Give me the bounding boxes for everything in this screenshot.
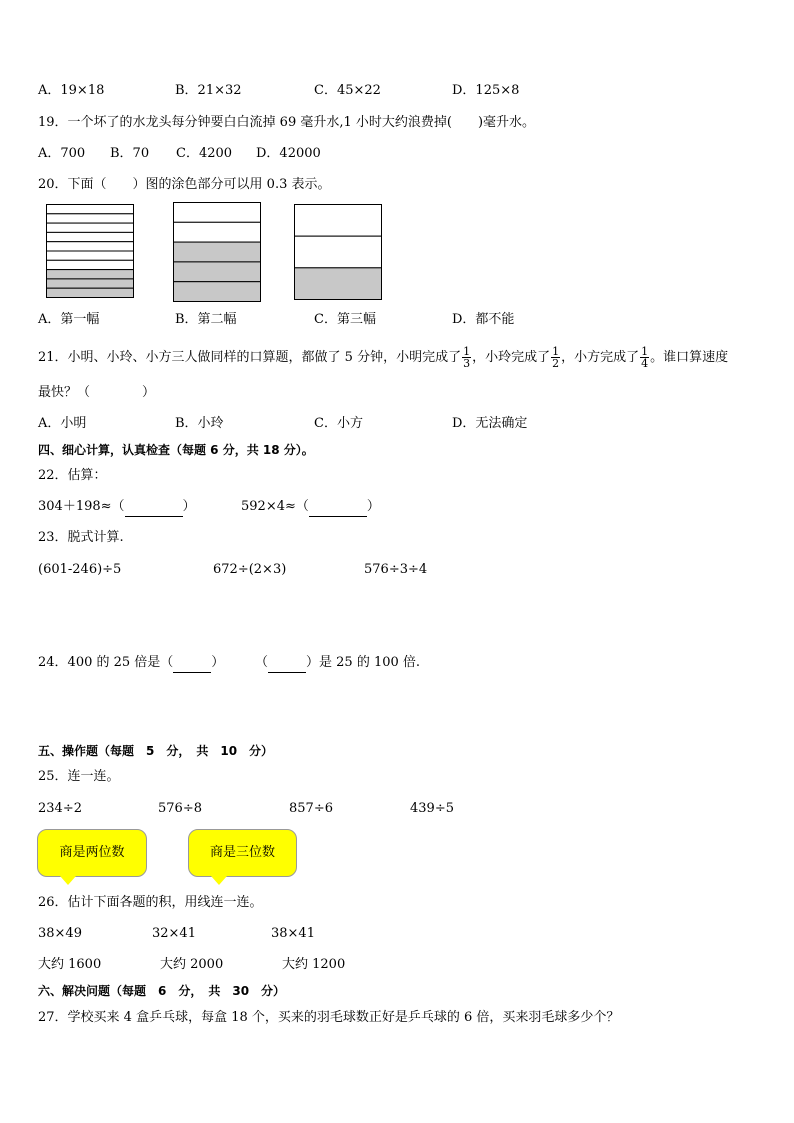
fig1-svg [46, 204, 134, 298]
q21-stem-c: ，小方完成了 [561, 350, 640, 365]
q22-item-2: 592×4≈（ ） [241, 498, 380, 517]
q21-option-d: D．无法确定 [452, 416, 528, 431]
q26-answer-3: 大约 1200 [282, 957, 346, 972]
q25-bubble-three-digit[interactable] [188, 829, 297, 877]
q26-item-3: 38×41 [271, 926, 315, 941]
q21-option-c: C．小方 [314, 416, 363, 431]
q25-bubble-two-digit[interactable] [37, 829, 147, 877]
q19-option-a: A．700 [38, 146, 86, 161]
strip [47, 251, 134, 260]
q21-stem [38, 346, 728, 370]
q21-fraction-2: $\frac{1}{2}$ [552, 345, 560, 370]
q19-option-c: C．4200 [176, 146, 233, 161]
q27-stem: 27．学校买来 4 盒乒乓球，每盒 18 个，买来的羽毛球数正好是乒乓球的 6 倍，买来羽毛球多少个？ [38, 1010, 620, 1025]
q18-option-d: D．125×8 [452, 83, 520, 98]
strip [47, 232, 134, 241]
strip [174, 282, 261, 302]
q26-stem: 26．估计下面各题的积，用线连一连。 [38, 895, 263, 910]
strip [47, 205, 134, 214]
strip [174, 222, 261, 242]
q25-bubble-label-1: 商是两位数 [59, 845, 125, 860]
q25-item-1: 234÷2 [38, 801, 82, 816]
q19-option-b: B．70 [110, 146, 150, 161]
strip [47, 279, 134, 288]
fig3-svg [294, 204, 382, 300]
section-5-title: 五、操作题（每题 5 分， 共 10 分） [38, 744, 274, 758]
section-6-title: 六、解决问题（每题 6 分， 共 30 分） [38, 984, 286, 998]
q25-stem: 25．连一连。 [38, 769, 120, 784]
q21-option-a: A．小明 [38, 416, 87, 431]
q21-fraction-1: $\frac{1}{3}$ [463, 345, 471, 370]
q26-answer-2: 大约 2000 [160, 957, 224, 972]
q19-option-d: D．42000 [256, 146, 321, 161]
q20-option-a: A．第一幅 [38, 312, 100, 327]
strip [174, 262, 261, 282]
q22-blank-1[interactable] [125, 498, 183, 517]
q25-bubble-label-2: 商是三位数 [209, 845, 275, 860]
q20-option-d: D．都不能 [452, 312, 515, 327]
q24-blank-1[interactable] [173, 654, 211, 673]
q23-item-2: 672÷(2×3) [213, 562, 287, 577]
strip [174, 203, 261, 223]
q24-blank-2[interactable] [268, 654, 306, 673]
q20-stem: 20．下面（ ）图的涂色部分可以用 0.3 表示。 [38, 177, 331, 192]
q23-stem: 23．脱式计算. [38, 530, 124, 545]
q26-item-2: 32×41 [152, 926, 196, 941]
strip [47, 270, 134, 279]
q24-part-a: 24．400 的 25 倍是（ ） [38, 654, 224, 673]
strip [47, 288, 134, 297]
q24-part-b: （ ）是 25 的 100 倍. [255, 654, 420, 673]
strip [47, 260, 134, 269]
q18-option-c: C．45×22 [314, 83, 381, 98]
q26-item-1: 38×49 [38, 926, 82, 941]
q21-stem-d: 。谁口算速度 [650, 350, 729, 365]
q25-item-2: 576÷8 [158, 801, 202, 816]
q25-item-4: 439÷5 [410, 801, 454, 816]
strip [47, 223, 134, 232]
q22-item-1: 304＋198≈（ ） [38, 498, 196, 517]
q20-figure-2 [173, 202, 261, 302]
strip [47, 242, 134, 251]
strip [295, 268, 382, 300]
q20-figure-3 [294, 204, 382, 300]
section-4-title: 四、细心计算，认真检查（每题 6 分，共 18 分）。 [38, 443, 314, 457]
q21-option-b: B．小玲 [175, 416, 224, 431]
q21-stem-a: 21．小明、小玲、小方三人做同样的口算题，都做了 5 分钟，小明完成了 [38, 350, 462, 365]
q20-option-b: B．第二幅 [175, 312, 237, 327]
q18-option-a: A．19×18 [38, 83, 105, 98]
q20-figure-1 [46, 204, 134, 298]
q18-option-b: B．21×32 [175, 83, 242, 98]
strip [295, 236, 382, 268]
strip [47, 214, 134, 223]
q23-item-1: (601-246)÷5 [38, 562, 122, 577]
q19-stem: 19．一个坏了的水龙头每分钟要白白流掉 69 毫升水,1 小时大约浪费掉( )毫升水。 [38, 115, 536, 130]
q26-answer-1: 大约 1600 [38, 957, 102, 972]
q21-fraction-3: $\frac{1}{4}$ [641, 345, 649, 370]
strip [295, 205, 382, 237]
q21-stem-b: ，小玲完成了 [472, 350, 551, 365]
q25-item-3: 857÷6 [289, 801, 333, 816]
q21-line2: 最快？（ ） [38, 385, 156, 400]
fig2-svg [173, 202, 261, 302]
q22-stem: 22．估算： [38, 468, 107, 483]
q22-blank-2[interactable] [309, 498, 367, 517]
strip [174, 242, 261, 262]
q23-item-3: 576÷3÷4 [364, 562, 428, 577]
q20-option-c: C．第三幅 [314, 312, 376, 327]
